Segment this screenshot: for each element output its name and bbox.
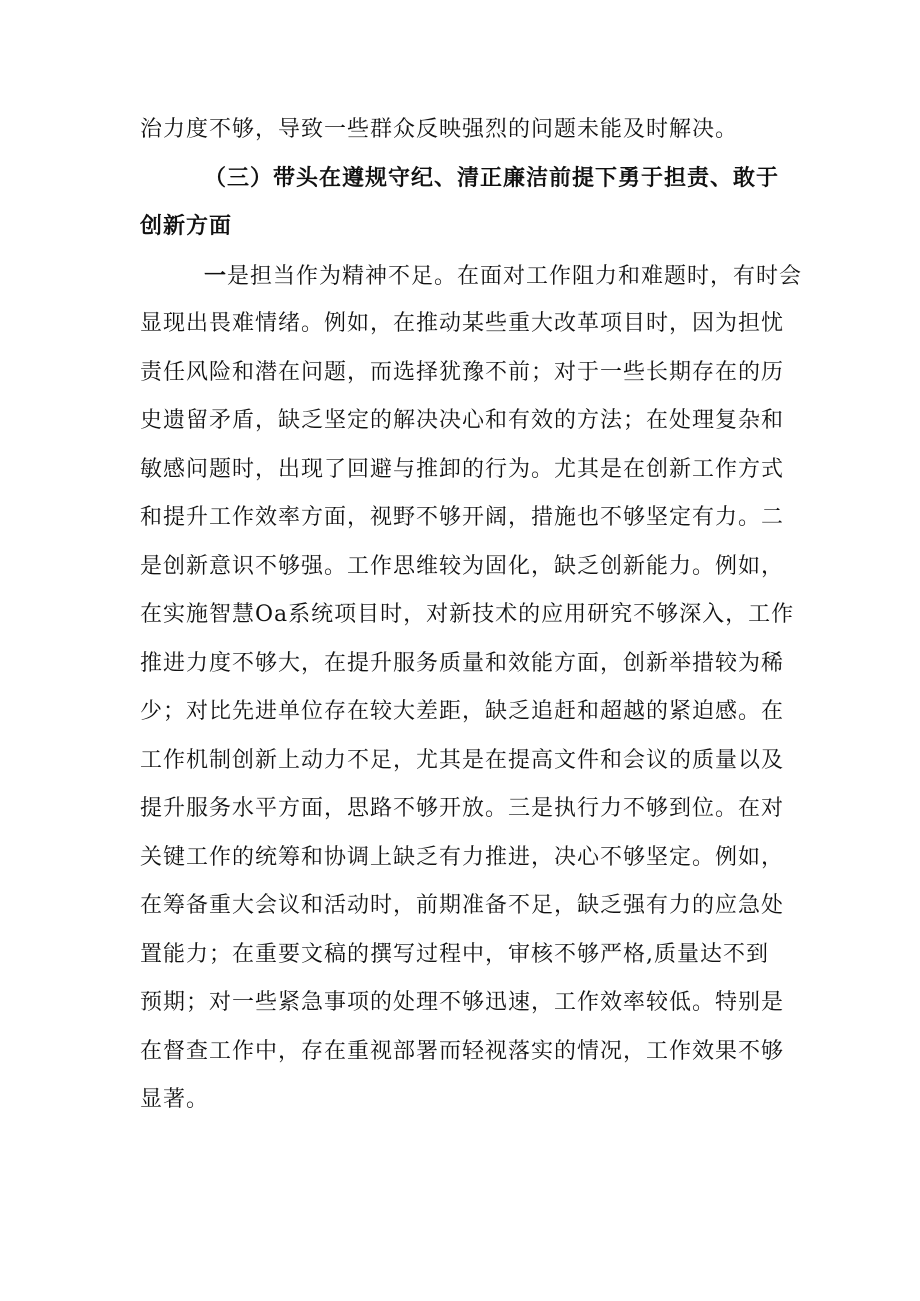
- text-line: 显现出畏难情绪。例如，在推动某些重大改革项目时，因为担忧: [140, 311, 785, 336]
- text-line: 是创新意识不够强。工作思维较为固化，缺乏创新能力。例如，: [140, 553, 785, 579]
- text-line: 少；对比先进单位存在较大差距，缺乏追赶和超越的紧迫感。在: [140, 699, 785, 724]
- section-heading-continued: 创新方面: [140, 214, 233, 239]
- paragraph-first-line: [140, 252, 803, 301]
- section-heading: （三）带头在遵规守纪、清正廉洁前提下勇于担责、敢于: [204, 165, 780, 191]
- document-body: [140, 106, 803, 1125]
- paragraph-first-line-text: 是担当作为精神不足。在面对工作阻力和难题时，有时会: [227, 263, 803, 289]
- text-line: 置能力；在重要文稿的撰写过程中，审核不够严格,质量达不到: [140, 941, 769, 967]
- text-line: 在督查工作中，存在重视部署而轻视落实的情况，工作效果不够: [140, 1038, 785, 1064]
- text-line: 关键工作的统筹和协调上缺乏有力推进，决心不够坚定。例如，: [140, 844, 785, 870]
- text-line: 史遗留矛盾，缺乏坚定的解决决心和有效的方法；在处理复杂和: [140, 408, 785, 433]
- text-line: 预期；对一些紧急事项的处理不够迅速，工作效率较低。特别是: [140, 990, 785, 1015]
- text-line: 推进力度不够大，在提升服务质量和效能方面，创新举措较为稀: [140, 650, 785, 676]
- text-line: 显著。: [140, 1087, 210, 1112]
- lead-marker: 一: [204, 262, 228, 289]
- text-line: 工作机制创新上动力不足，尤其是在提高文件和会议的质量以及: [140, 747, 785, 773]
- text-line: 责任风险和潜在问题，而选择犹豫不前；对于一些长期存在的历: [140, 359, 785, 385]
- text-line: 在筹备重大会议和活动时，前期准备不足，缺乏强有力的应急处: [140, 893, 785, 918]
- text-line: 提升服务水平方面，思路不够开放。三是执行力不够到位。在对: [140, 796, 785, 821]
- text-line: 敏感问题时，出现了回避与推卸的行为。尤其是在创新工作方式: [140, 456, 785, 482]
- text-line: 和提升工作效率方面，视野不够开阔，措施也不够坚定有力。二: [140, 505, 785, 530]
- text-line: 治力度不够，导致一些群众反映强烈的问题未能及时解决。: [140, 117, 739, 142]
- text-line: 在实施智慧Oa系统项目时，对新技术的应用研究不够深入，工作: [140, 602, 795, 627]
